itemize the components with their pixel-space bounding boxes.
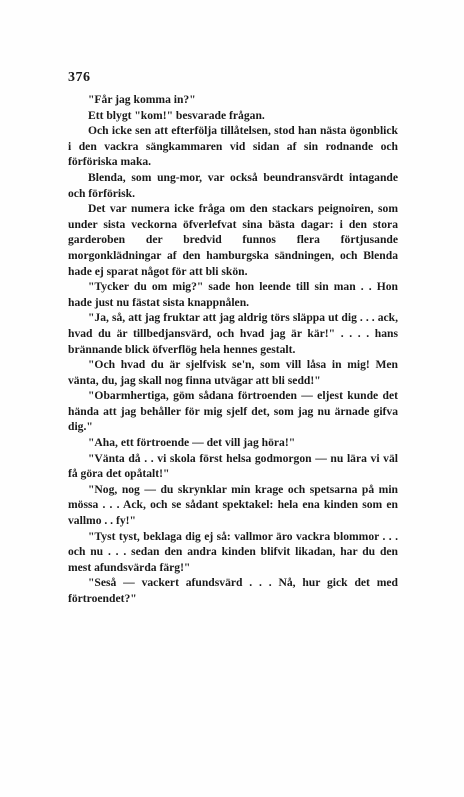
- paragraph: Blenda, som ung-mor, var också beundransvärdt intagande och förförisk.: [68, 170, 398, 200]
- paragraph: "Och hvad du är sjelfvisk se'n, som vill låsa in mig! Men vänta, du, jag skall nog finna utvägar att bli sedd!": [68, 358, 398, 387]
- paragraph: "Seså — vackert afundsvärd . . . Nå, hur gick det med förtroendet?": [68, 576, 398, 605]
- paragraph: "Tyst tyst, beklaga dig ej så: vallmor äro vackra blommor . . . och nu . . . sedan den andra kinden blifvit likadan, har du den mest afundsvärda färg!": [68, 529, 398, 574]
- paragraph: "Aha, ett förtroende — det vill jag höra!": [88, 436, 296, 450]
- paragraph: "Nog, nog — du skrynklar min krage och spetsarna på min mössa . . . Ack, och se sådant spektakel: hela ena kinden som en vallmo . . fy!": [68, 482, 398, 528]
- paragraph: Ett blygt "kom!" besvarade frågan.: [88, 108, 265, 122]
- paragraph: "Tycker du om mig?" sade hon leende till sin man . . Hon hade just nu fästat sista knappnålen.: [68, 280, 398, 309]
- paragraph: "Obarmhertiga, göm sådana förtroenden — eljest kunde det hända att jag behåller för mig sjelf det, som jag nu ärnade gifva dig.": [68, 389, 398, 434]
- paragraph: "Vänta då . . vi skola först helsa godmorgon — nu lära vi väl få göra det opåtalt!": [68, 451, 398, 481]
- body-text: [68, 92, 398, 607]
- paragraph: "Ja, så, att jag fruktar att jag aldrig törs släppa ut dig . . . ack, hvad du är tillbedjansvärd, och hvad jag är kär!" . . . . hans brännande blick öfverflög hela hennes gestalt.: [68, 311, 398, 356]
- page-number: 376: [68, 70, 91, 85]
- paragraph: Det var numera icke fråga om den stackars peignoiren, som under sista veckorna öfverlefvat sina bästa dagar: i den stora garderoben der bredvid funnos flera förtjusande morgonklädningar af den hamburgska sändningen, och Blenda hade ej sparat något för att bli skön.: [68, 202, 398, 278]
- paragraph: "Får jag komma in?": [88, 93, 196, 106]
- paragraph: Och icke sen att efterfölja tillåtelsen, stod han nästa ögonblick i den vackra sängkammaren vid sidan af sin rodnande och förföriska maka.: [68, 124, 398, 169]
